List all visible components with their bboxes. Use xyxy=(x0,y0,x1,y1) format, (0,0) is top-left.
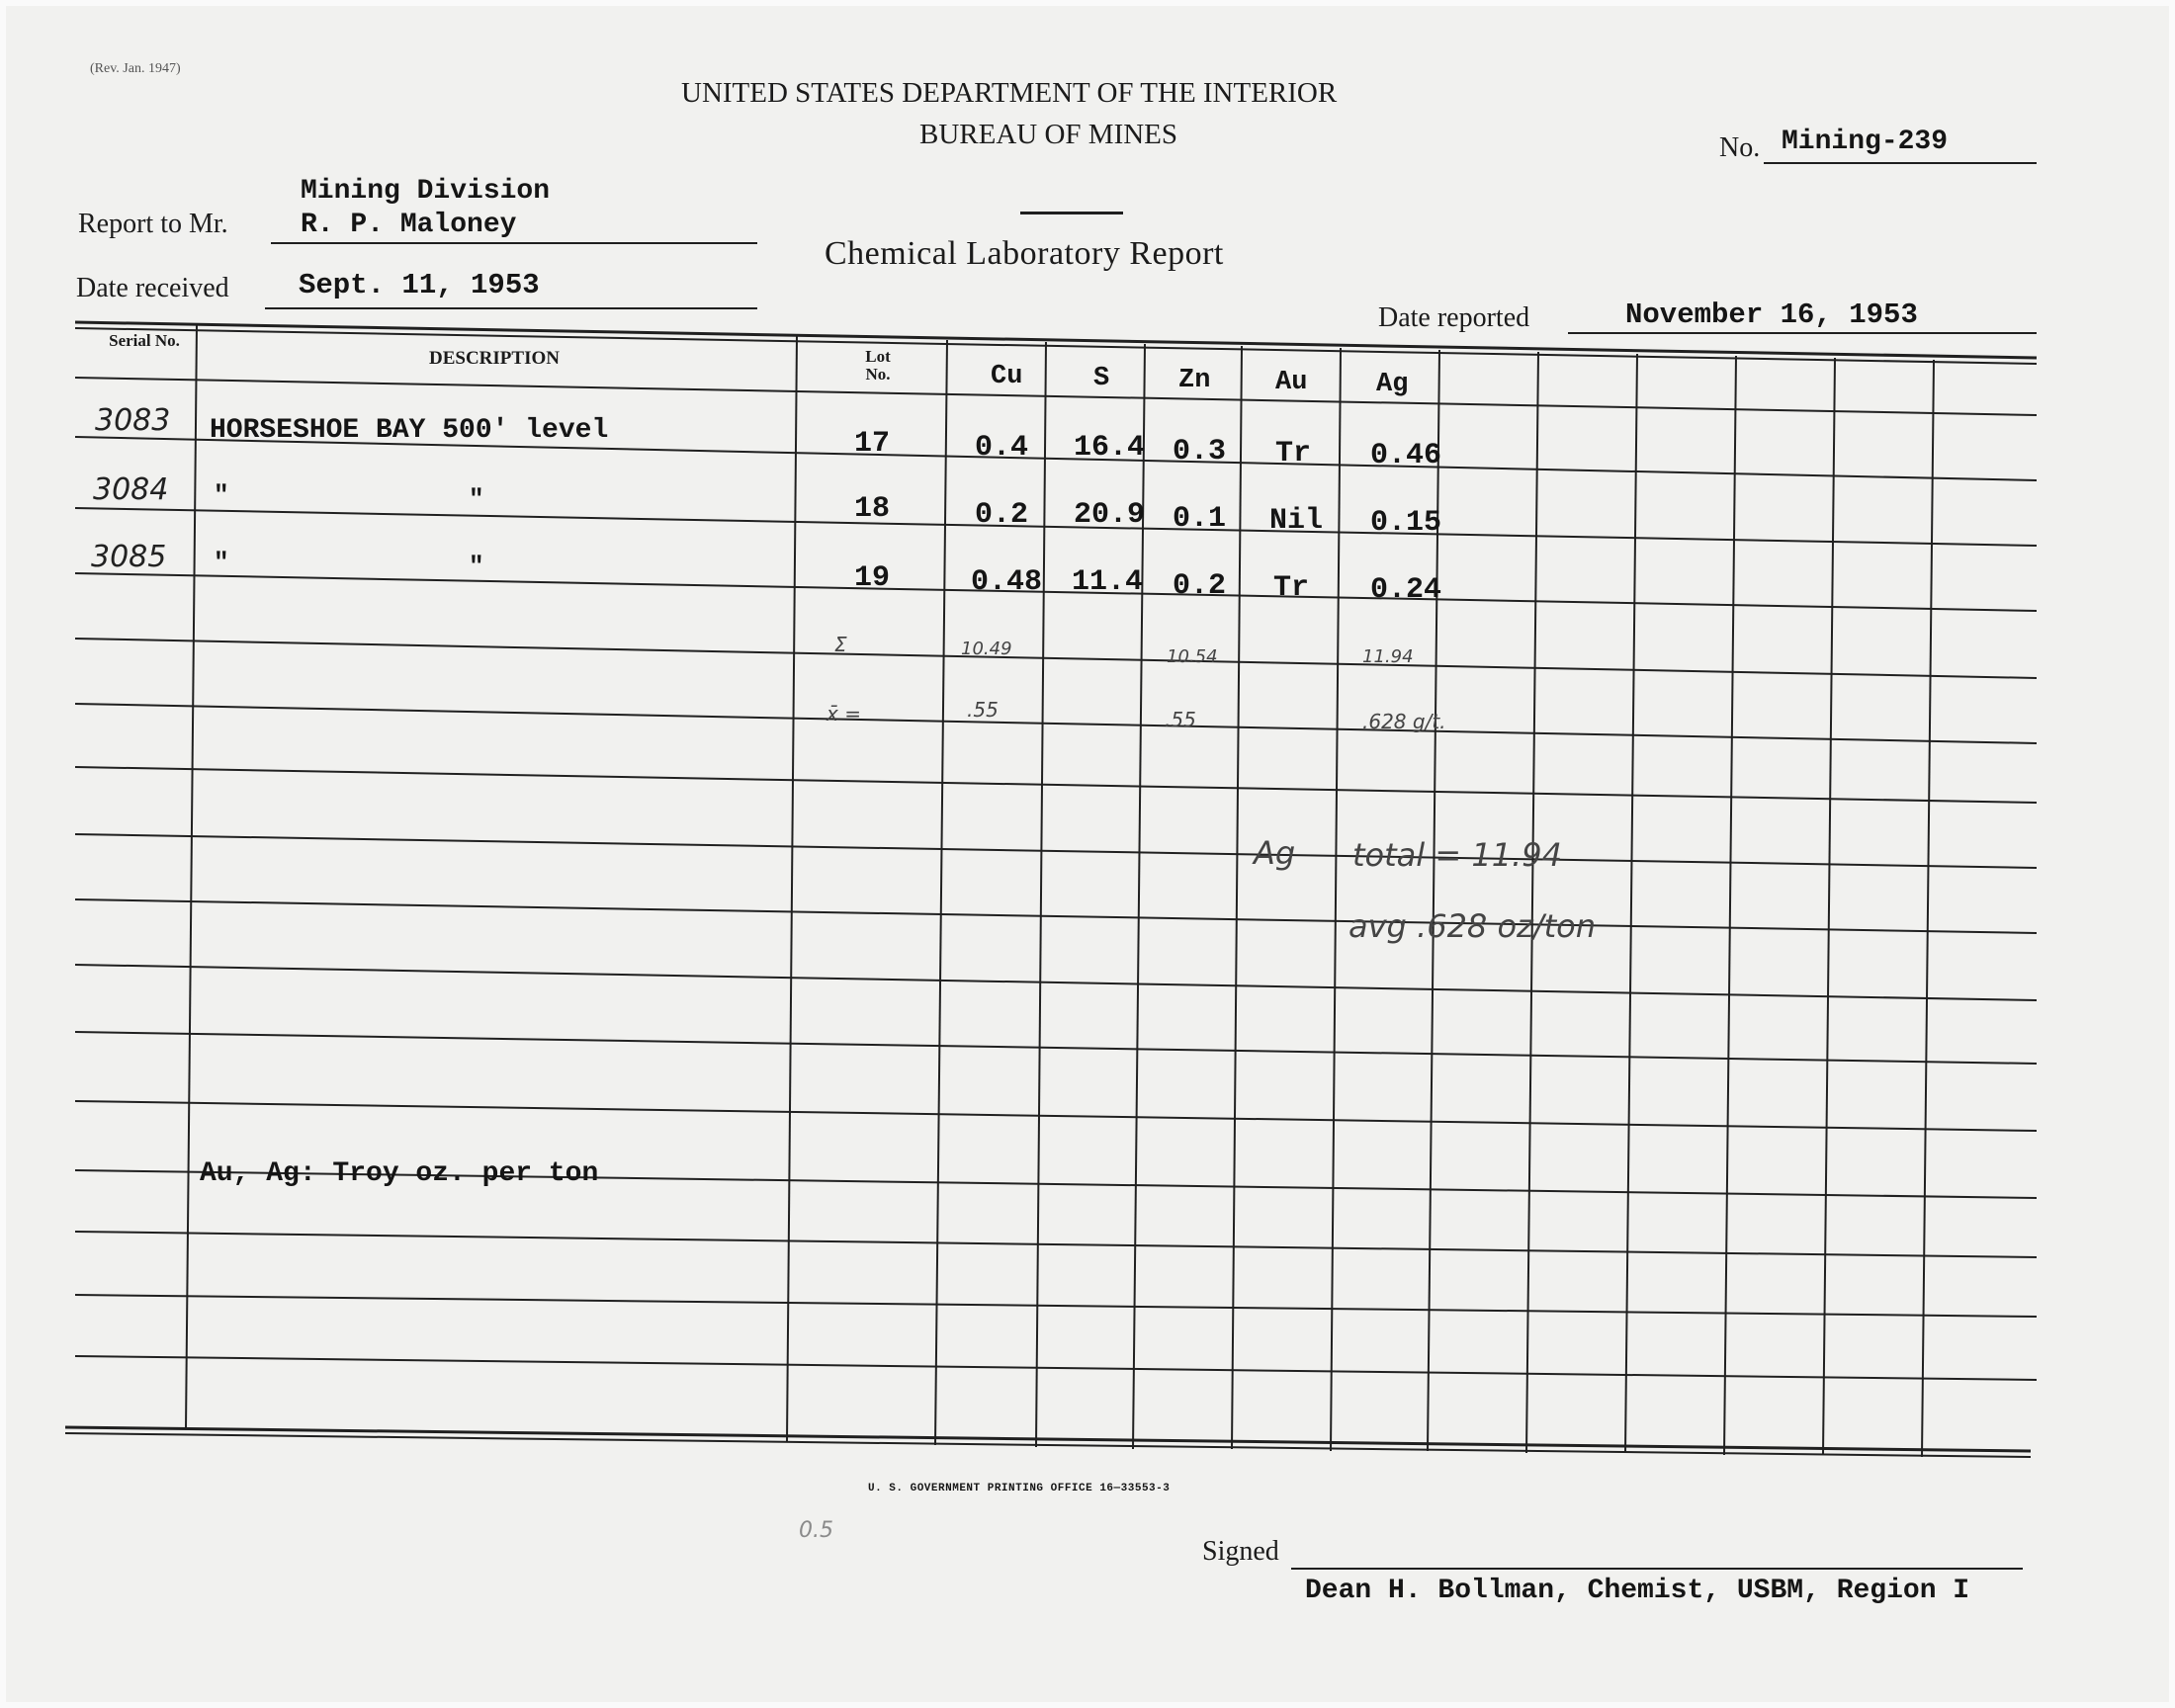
signed-value: Dean H. Bollman, Chemist, USBM, Region I xyxy=(1305,1576,1970,1606)
lot-cell: 17 xyxy=(854,427,891,461)
report-to-label: Report to Mr. xyxy=(78,209,228,239)
description-header: DESCRIPTION xyxy=(429,348,560,369)
ag-cell: 0.15 xyxy=(1370,506,1442,540)
ditto-mark: " xyxy=(469,552,484,581)
lot-cell: 19 xyxy=(854,561,891,595)
s-cell: 20.9 xyxy=(1074,498,1146,532)
serial-cell: 3085 xyxy=(91,540,167,574)
form-code: (Rev. Jan. 1947) xyxy=(90,61,181,76)
ag-total-note: total = 11.94 xyxy=(1352,836,1562,874)
table-grid xyxy=(6,6,2169,1702)
mean-ag: .628 g/t. xyxy=(1362,710,1446,733)
au-cell: Tr xyxy=(1273,571,1310,605)
ditto-mark: " xyxy=(469,484,484,514)
date-received-value: Sept. 11, 1953 xyxy=(299,269,540,301)
s-cell: 16.4 xyxy=(1074,431,1146,465)
report-to-value: R. P. Maloney xyxy=(301,210,517,240)
date-received-label: Date received xyxy=(76,273,229,303)
au-cell: Nil xyxy=(1269,504,1324,538)
printing-office: U. S. GOVERNMENT PRINTING OFFICE 16—33553-3 xyxy=(868,1483,1171,1494)
cu-cell: 0.2 xyxy=(975,498,1029,532)
mean-zn: .55 xyxy=(1165,708,1196,731)
margin-note: 0.5 xyxy=(799,1518,833,1543)
ag-cell: 0.46 xyxy=(1370,439,1442,472)
cu-cell: 0.4 xyxy=(975,431,1029,465)
lot-header: Lot No. xyxy=(865,347,891,384)
report-form xyxy=(6,6,2169,1702)
mean-symbol: x̄ = xyxy=(826,702,861,726)
lot-cell: 18 xyxy=(854,492,891,526)
mean-cu: .55 xyxy=(967,698,999,722)
date-reported-label: Date reported xyxy=(1378,302,1530,333)
number-value: Mining-239 xyxy=(1782,127,1949,157)
ag-header: Ag xyxy=(1376,370,1409,399)
ag-note-label: Ag xyxy=(1254,834,1296,872)
cu-cell: 0.48 xyxy=(971,565,1043,599)
zn-cell: 0.2 xyxy=(1173,569,1227,603)
serial-cell: 3084 xyxy=(93,472,169,507)
ditto-mark: " xyxy=(214,548,229,577)
signed-underline xyxy=(1291,1568,2023,1570)
sum-symbol: Σ xyxy=(834,633,847,656)
sum-cu: 10.49 xyxy=(961,639,1012,659)
sum-zn: 10.54 xyxy=(1167,646,1218,667)
department-title: UNITED STATES DEPARTMENT OF THE INTERIOR xyxy=(681,77,1338,109)
number-label: No. xyxy=(1719,132,1761,163)
s-header: S xyxy=(1093,364,1110,393)
zn-cell: 0.3 xyxy=(1173,435,1227,469)
ag-avg-note: avg .628 oz/ton xyxy=(1348,907,1597,945)
units-footnote: Au, Ag: Troy oz. per ton xyxy=(200,1158,599,1189)
division: Mining Division xyxy=(301,176,551,207)
au-cell: Tr xyxy=(1275,437,1312,470)
cu-header: Cu xyxy=(991,362,1023,391)
serial-header: Serial No. xyxy=(109,331,180,350)
au-header: Au xyxy=(1275,368,1308,397)
report-title: Chemical Laboratory Report xyxy=(825,235,1224,272)
ag-cell: 0.24 xyxy=(1370,573,1442,607)
serial-cell: 3083 xyxy=(95,403,171,438)
zn-header: Zn xyxy=(1178,366,1211,395)
ditto-mark: " xyxy=(214,480,229,510)
date-reported-value: November 16, 1953 xyxy=(1625,299,1918,331)
signed-label: Signed xyxy=(1202,1536,1279,1567)
description-cell: HORSESHOE BAY 500' level xyxy=(210,415,609,446)
s-cell: 11.4 xyxy=(1072,565,1144,599)
bureau-title: BUREAU OF MINES xyxy=(919,119,1178,150)
sum-ag: 11.94 xyxy=(1362,646,1414,667)
zn-cell: 0.1 xyxy=(1173,502,1227,536)
